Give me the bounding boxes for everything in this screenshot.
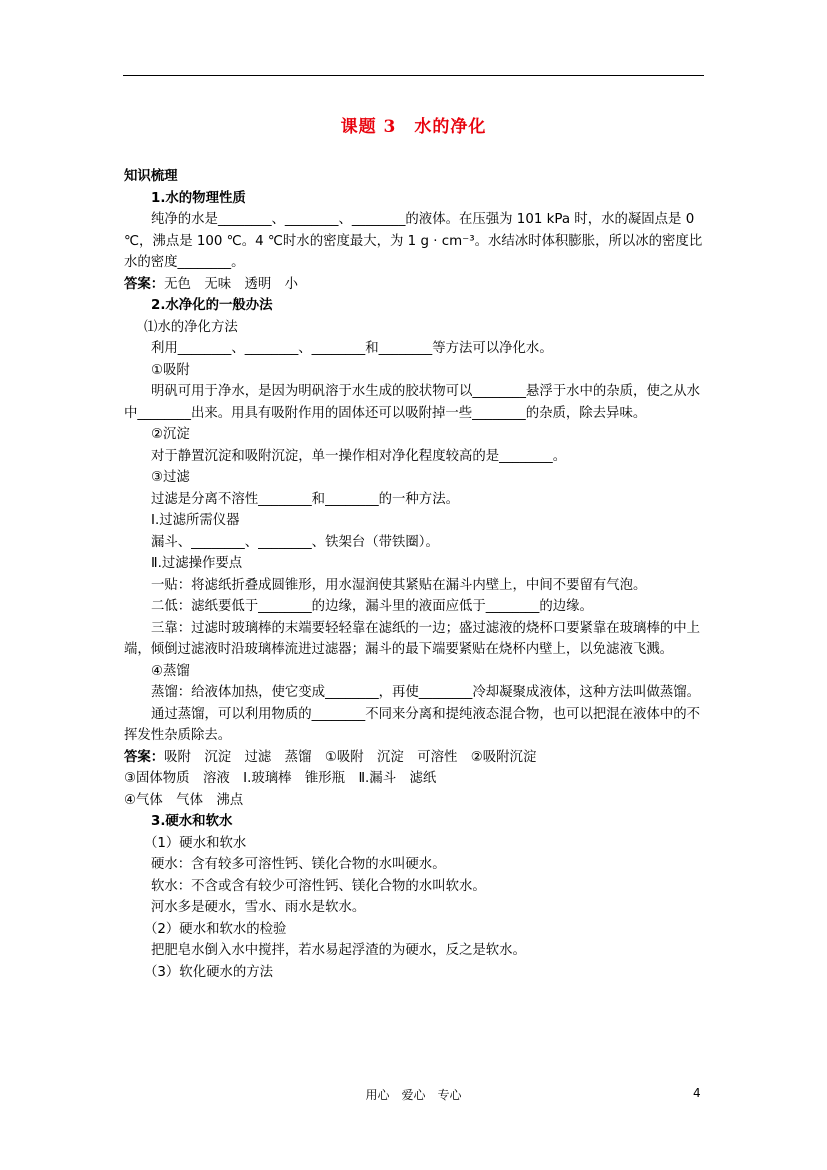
answer-text: 吸附 沉淀 过滤 蒸馏 ①吸附 沉淀 可溶性 ②吸附沉淀: [164, 749, 537, 765]
page-number: 4: [693, 1086, 701, 1100]
paragraph-soft-water: 软水：不含或含有较少可溶性钙、镁化合物的水叫软水。: [151, 878, 486, 894]
paragraph-filtration: 过滤是分离不溶性________和________的一种方法。: [151, 491, 459, 507]
paragraph-sedimentation: 对于静置沉淀和吸附沉淀，单一操作相对净化程度较高的是________。: [151, 448, 567, 464]
answer-label: 答案：: [124, 749, 165, 765]
answer-line-4: ④气体 气体 沸点: [124, 792, 244, 808]
answer-line-3: ③固体物质 溶液 Ⅰ.玻璃棒 锥形瓶 Ⅱ.漏斗 滤纸: [124, 771, 437, 786]
subheading-methods: ⑴水的净化方法: [144, 319, 238, 335]
subitem-instruments: Ⅰ.过滤所需仪器: [151, 513, 240, 528]
answer-line-2: [124, 747, 704, 769]
paragraph-detection: 把肥皂水倒入水中搅拌，若水易起浮渣的为硬水，反之是软水。: [151, 943, 526, 958]
paragraph-three-lean: 三靠：过滤时玻璃棒的末端要轻轻靠在滤纸的一边；盛过滤液的烧杯口要紧靠在玻璃棒的中上端，倾倒过滤液时沿玻璃棒流进过滤器；漏斗的最下端要紧贴在烧杯内壁上，以免滤液飞溅。: [124, 620, 701, 657]
item-distillation: ④蒸馏: [151, 663, 190, 679]
paragraph-one-stick: 一贴：将滤纸折叠成圆锥形，用水湿润使其紧贴在漏斗内壁上，中间不要留有气泡。: [151, 577, 647, 593]
paragraph-water-examples: 河水多是硬水，雪水、雨水是软水。: [151, 900, 366, 915]
item-adsorption: ①吸附: [151, 362, 190, 378]
answer-line-1: [124, 274, 704, 296]
subheading-detection: （2）硬水和软水的检验: [144, 921, 287, 937]
heading-purification: 2.水净化的一般办法: [151, 298, 273, 313]
document-body: [124, 166, 704, 983]
subitem-key-points: Ⅱ.过滤操作要点: [151, 556, 243, 571]
paragraph-distillation: 蒸馏：给液体加热，使它变成________，再使________冷却凝聚成液体，这种方法叫做蒸馏。: [151, 685, 701, 700]
paragraph-two-low: 二低：滤纸要低于________的边缘，漏斗里的液面应低于________的边缘。: [151, 599, 593, 614]
paragraph-adsorption: 明矾可用于净水，是因为明矾溶于水生成的胶状物可以________悬浮于水中的杂质，使之从水中________出来。用具有吸附作用的固体还可以吸附掉一些________的杂质，除去异味。: [124, 384, 701, 421]
item-sedimentation: ②沉淀: [151, 427, 190, 442]
answer-text: 无色 无味 透明 小: [164, 276, 299, 292]
paragraph-instruments: 漏斗、________、________、铁架台（带铁圈）。: [151, 534, 439, 550]
subheading-hard-soft: （1）硬水和软水: [144, 835, 247, 851]
subheading-softening: （3）软化硬水的方法: [144, 964, 274, 980]
heading-hard-soft-water: 3.硬水和软水: [151, 814, 233, 829]
section-heading-knowledge: 知识梳理: [124, 169, 178, 184]
paragraph-hard-water: 硬水：含有较多可溶性钙、镁化合物的水叫硬水。: [151, 857, 446, 872]
page-title: 课题 3 水的净化: [340, 117, 487, 137]
heading-physical-properties: 1.水的物理性质: [151, 190, 246, 206]
paragraph-methods: 利用________、________、________和________等方法可以净化水。: [151, 341, 553, 356]
answer-label: 答案：: [124, 276, 165, 292]
paragraph-physical-properties: 纯净的水是________、________、________的液体。在压强为 101 kPa 时，水的凝固点是 0 ℃，沸点是 100 ℃。4 ℃时水的密度最大，为 1 g · cm⁻³。水结冰时体积膨胀，所以冰的密度比水的密度________。: [124, 212, 703, 270]
footer-motto: 用心 爱心 专心: [365, 1088, 462, 1102]
header-rule: [123, 75, 704, 76]
item-filtration: ③过滤: [151, 470, 190, 485]
paragraph-distillation-use: 通过蒸馏，可以利用物质的________不同来分离和提纯液态混合物，也可以把混在液体中的不挥发性杂质除去。: [124, 706, 701, 743]
